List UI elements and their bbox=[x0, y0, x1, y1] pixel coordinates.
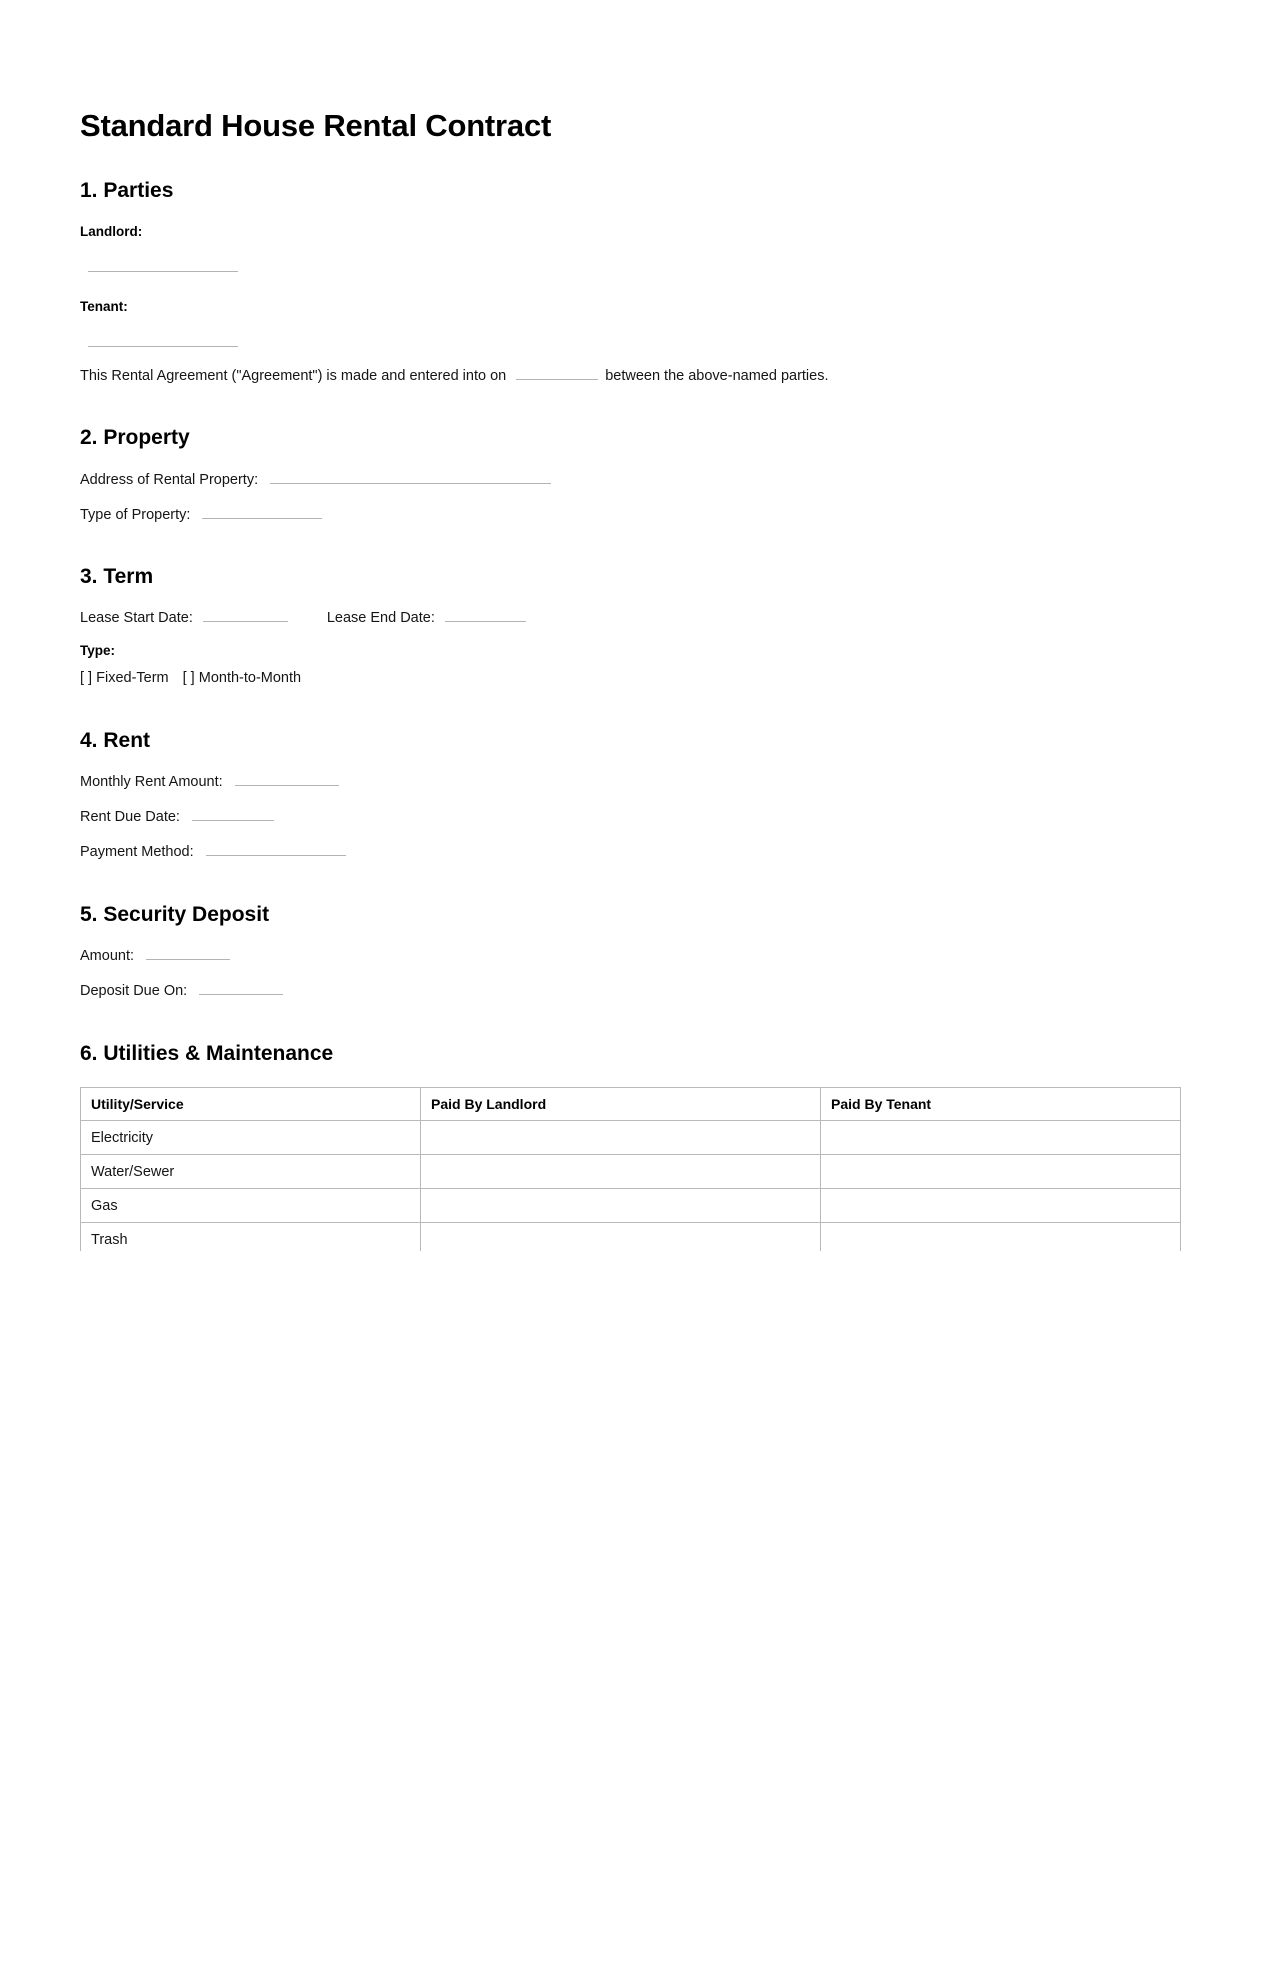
section-heading-parties: 1. Parties bbox=[80, 179, 174, 202]
spacer bbox=[80, 588, 1183, 608]
deposit-due-row bbox=[80, 981, 1183, 999]
agreement-text-after: between the above-named parties. bbox=[605, 368, 829, 385]
deposit-due-fill-line[interactable] bbox=[199, 981, 283, 995]
cell-landlord[interactable] bbox=[421, 1223, 821, 1252]
spacer bbox=[80, 825, 1183, 842]
cell-service: Electricity bbox=[81, 1121, 421, 1155]
landlord-label: Landlord: bbox=[80, 224, 143, 240]
cell-tenant[interactable] bbox=[821, 1121, 1181, 1155]
spacer bbox=[80, 315, 1183, 333]
utilities-table-wrapper bbox=[80, 1065, 1183, 1251]
deposit-amount-fill-line[interactable] bbox=[146, 946, 230, 960]
cell-service: Water/Sewer bbox=[81, 1155, 421, 1189]
agreement-statement bbox=[80, 366, 1183, 384]
payment-method-fill-line[interactable] bbox=[206, 842, 346, 856]
cell-landlord[interactable] bbox=[421, 1155, 821, 1189]
column-header-paid-by-tenant: Paid By Tenant bbox=[821, 1088, 1181, 1121]
cell-service: Gas bbox=[81, 1189, 421, 1223]
cell-tenant[interactable] bbox=[821, 1189, 1181, 1223]
property-type-label: Type of Property: bbox=[80, 506, 191, 523]
cell-tenant[interactable] bbox=[821, 1223, 1181, 1252]
spacer bbox=[80, 964, 1183, 981]
checkbox-month-to-month[interactable]: [ ] Month-to-Month bbox=[182, 669, 302, 686]
spacer bbox=[80, 450, 1183, 470]
spacer bbox=[80, 659, 1183, 670]
section-heading-security-deposit: 5. Security Deposit bbox=[80, 902, 270, 926]
deposit-amount-row bbox=[80, 946, 1183, 964]
cell-landlord[interactable] bbox=[421, 1189, 821, 1223]
column-header-service: Utility/Service bbox=[81, 1088, 421, 1121]
payment-method-row bbox=[80, 842, 1183, 860]
lease-end-label: Lease End Date: bbox=[326, 609, 435, 626]
property-address-fill-line[interactable] bbox=[270, 470, 551, 484]
monthly-rent-fill-line[interactable] bbox=[235, 772, 339, 786]
property-address-row bbox=[80, 470, 1183, 488]
monthly-rent-label: Monthly Rent Amount: bbox=[80, 773, 223, 790]
utilities-table bbox=[80, 1087, 1181, 1251]
lease-start-fill-line[interactable] bbox=[203, 608, 288, 622]
landlord-fill-line[interactable] bbox=[88, 258, 238, 272]
utilities-table-body bbox=[81, 1121, 1181, 1252]
spacer bbox=[80, 790, 1183, 807]
table-row bbox=[81, 1189, 1181, 1223]
landlord-fill-row bbox=[80, 258, 1183, 277]
rent-due-row bbox=[80, 807, 1183, 825]
tenant-label: Tenant: bbox=[80, 299, 128, 315]
property-address-label: Address of Rental Property: bbox=[80, 471, 259, 488]
lease-start-label: Lease Start Date: bbox=[80, 609, 193, 626]
lease-dates-row bbox=[80, 608, 1183, 626]
cell-landlord[interactable] bbox=[421, 1121, 821, 1155]
tenant-fill-line[interactable] bbox=[88, 333, 238, 347]
spacer bbox=[80, 352, 1183, 366]
property-type-fill-line[interactable] bbox=[202, 505, 322, 519]
page-title: Standard House Rental Contract bbox=[80, 108, 552, 143]
table-header-row bbox=[81, 1088, 1181, 1121]
cell-service: Trash bbox=[81, 1223, 421, 1252]
table-row bbox=[81, 1155, 1181, 1189]
cell-tenant[interactable] bbox=[821, 1155, 1181, 1189]
spacer bbox=[80, 488, 1183, 505]
checkbox-fixed-term[interactable]: [ ] Fixed-Term bbox=[80, 669, 169, 686]
deposit-due-label: Deposit Due On: bbox=[80, 983, 188, 1000]
spacer bbox=[80, 752, 1183, 772]
term-type-label: Type: bbox=[80, 642, 116, 658]
utilities-table-head bbox=[81, 1088, 1181, 1121]
tenant-fill-row bbox=[80, 333, 1183, 352]
spacer bbox=[80, 277, 1183, 299]
property-type-row bbox=[80, 505, 1183, 523]
table-row bbox=[81, 1121, 1181, 1155]
payment-method-label: Payment Method: bbox=[80, 843, 194, 860]
spacer bbox=[80, 626, 1183, 643]
agreement-date-fill-line[interactable] bbox=[516, 366, 598, 380]
section-heading-rent: 4. Rent bbox=[80, 728, 151, 752]
table-row bbox=[81, 1223, 1181, 1252]
spacer bbox=[80, 240, 1183, 258]
agreement-text-before: This Rental Agreement ("Agreement") is made and entered into on bbox=[80, 368, 507, 385]
lease-end-fill-line[interactable] bbox=[445, 608, 526, 622]
section-heading-utilities: 6. Utilities & Maintenance bbox=[80, 1042, 334, 1066]
section-heading-term: 3. Term bbox=[80, 564, 154, 588]
term-type-options bbox=[80, 670, 1183, 686]
rent-due-label: Rent Due Date: bbox=[80, 808, 180, 825]
section-heading-property: 2. Property bbox=[80, 426, 190, 450]
monthly-rent-row bbox=[80, 772, 1183, 790]
spacer bbox=[80, 202, 1183, 224]
deposit-amount-label: Amount: bbox=[80, 948, 134, 965]
rent-due-fill-line[interactable] bbox=[192, 807, 274, 821]
spacer bbox=[80, 926, 1183, 946]
column-header-paid-by-landlord: Paid By Landlord bbox=[421, 1088, 821, 1121]
